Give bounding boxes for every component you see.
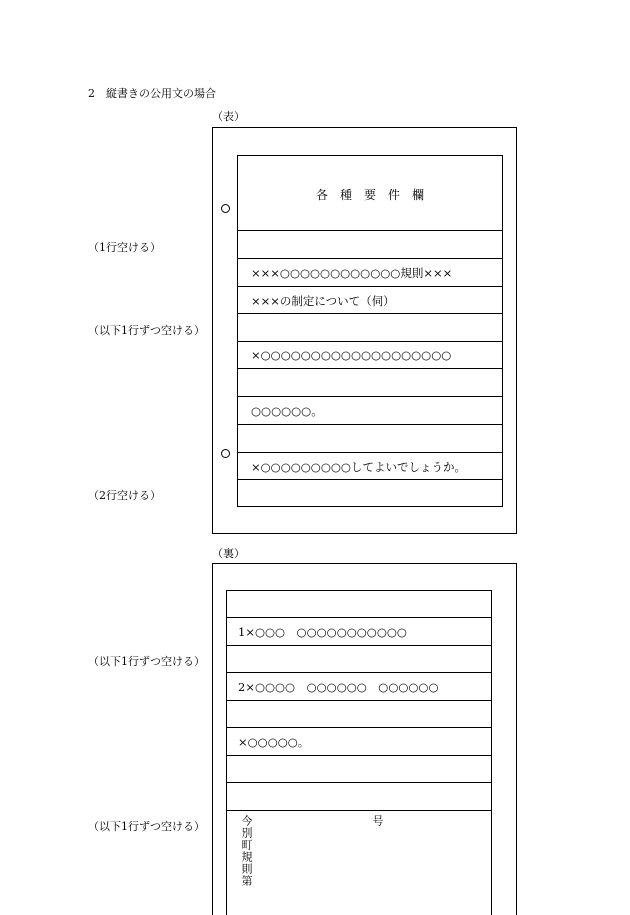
- front-label: （表）: [212, 110, 245, 123]
- back-label: （裏）: [212, 547, 245, 560]
- binding-hole-icon: [221, 449, 230, 458]
- annotation-1gyo: （1行空ける）: [88, 241, 161, 254]
- section-heading: 2 縦書きの公用文の場合: [88, 87, 216, 100]
- front-row-title-2: ×××の制定について（伺）: [251, 294, 395, 308]
- header-cell: 各種要件欄: [316, 188, 437, 202]
- annotation-ika-1gyo-front: （以下1行ずつ空ける）: [88, 324, 205, 337]
- binding-hole-icon: [221, 204, 230, 213]
- front-form: [237, 155, 503, 507]
- rule-number-vertical: 今別町規則第: [240, 815, 253, 887]
- back-row-item-2: 2×○○○○ ○○○○○○ ○○○○○○: [238, 680, 439, 694]
- front-row-body-1: ×○○○○○○○○○○○○○○○○○○○: [251, 348, 452, 362]
- front-row-body-3: ×○○○○○○○○○してよいでしょうか。: [251, 460, 466, 474]
- rule-number-suffix-vertical: 号: [371, 815, 384, 827]
- back-row-item-1: 1×○○○ ○○○○○○○○○○○: [238, 625, 407, 639]
- annotation-ika-1gyo-back: （以下1行ずつ空ける）: [88, 655, 205, 668]
- annotation-2gyo: （2行空ける）: [88, 489, 161, 502]
- annotation-ika-1gyo-bottom: （以下1行ずつ空ける）: [88, 820, 205, 833]
- front-row-body-2: ○○○○○○。: [251, 404, 323, 418]
- back-row-item-3: ×○○○○○。: [238, 735, 310, 749]
- front-row-title-1: ×××○○○○○○○○○○○○規則×××: [251, 266, 453, 280]
